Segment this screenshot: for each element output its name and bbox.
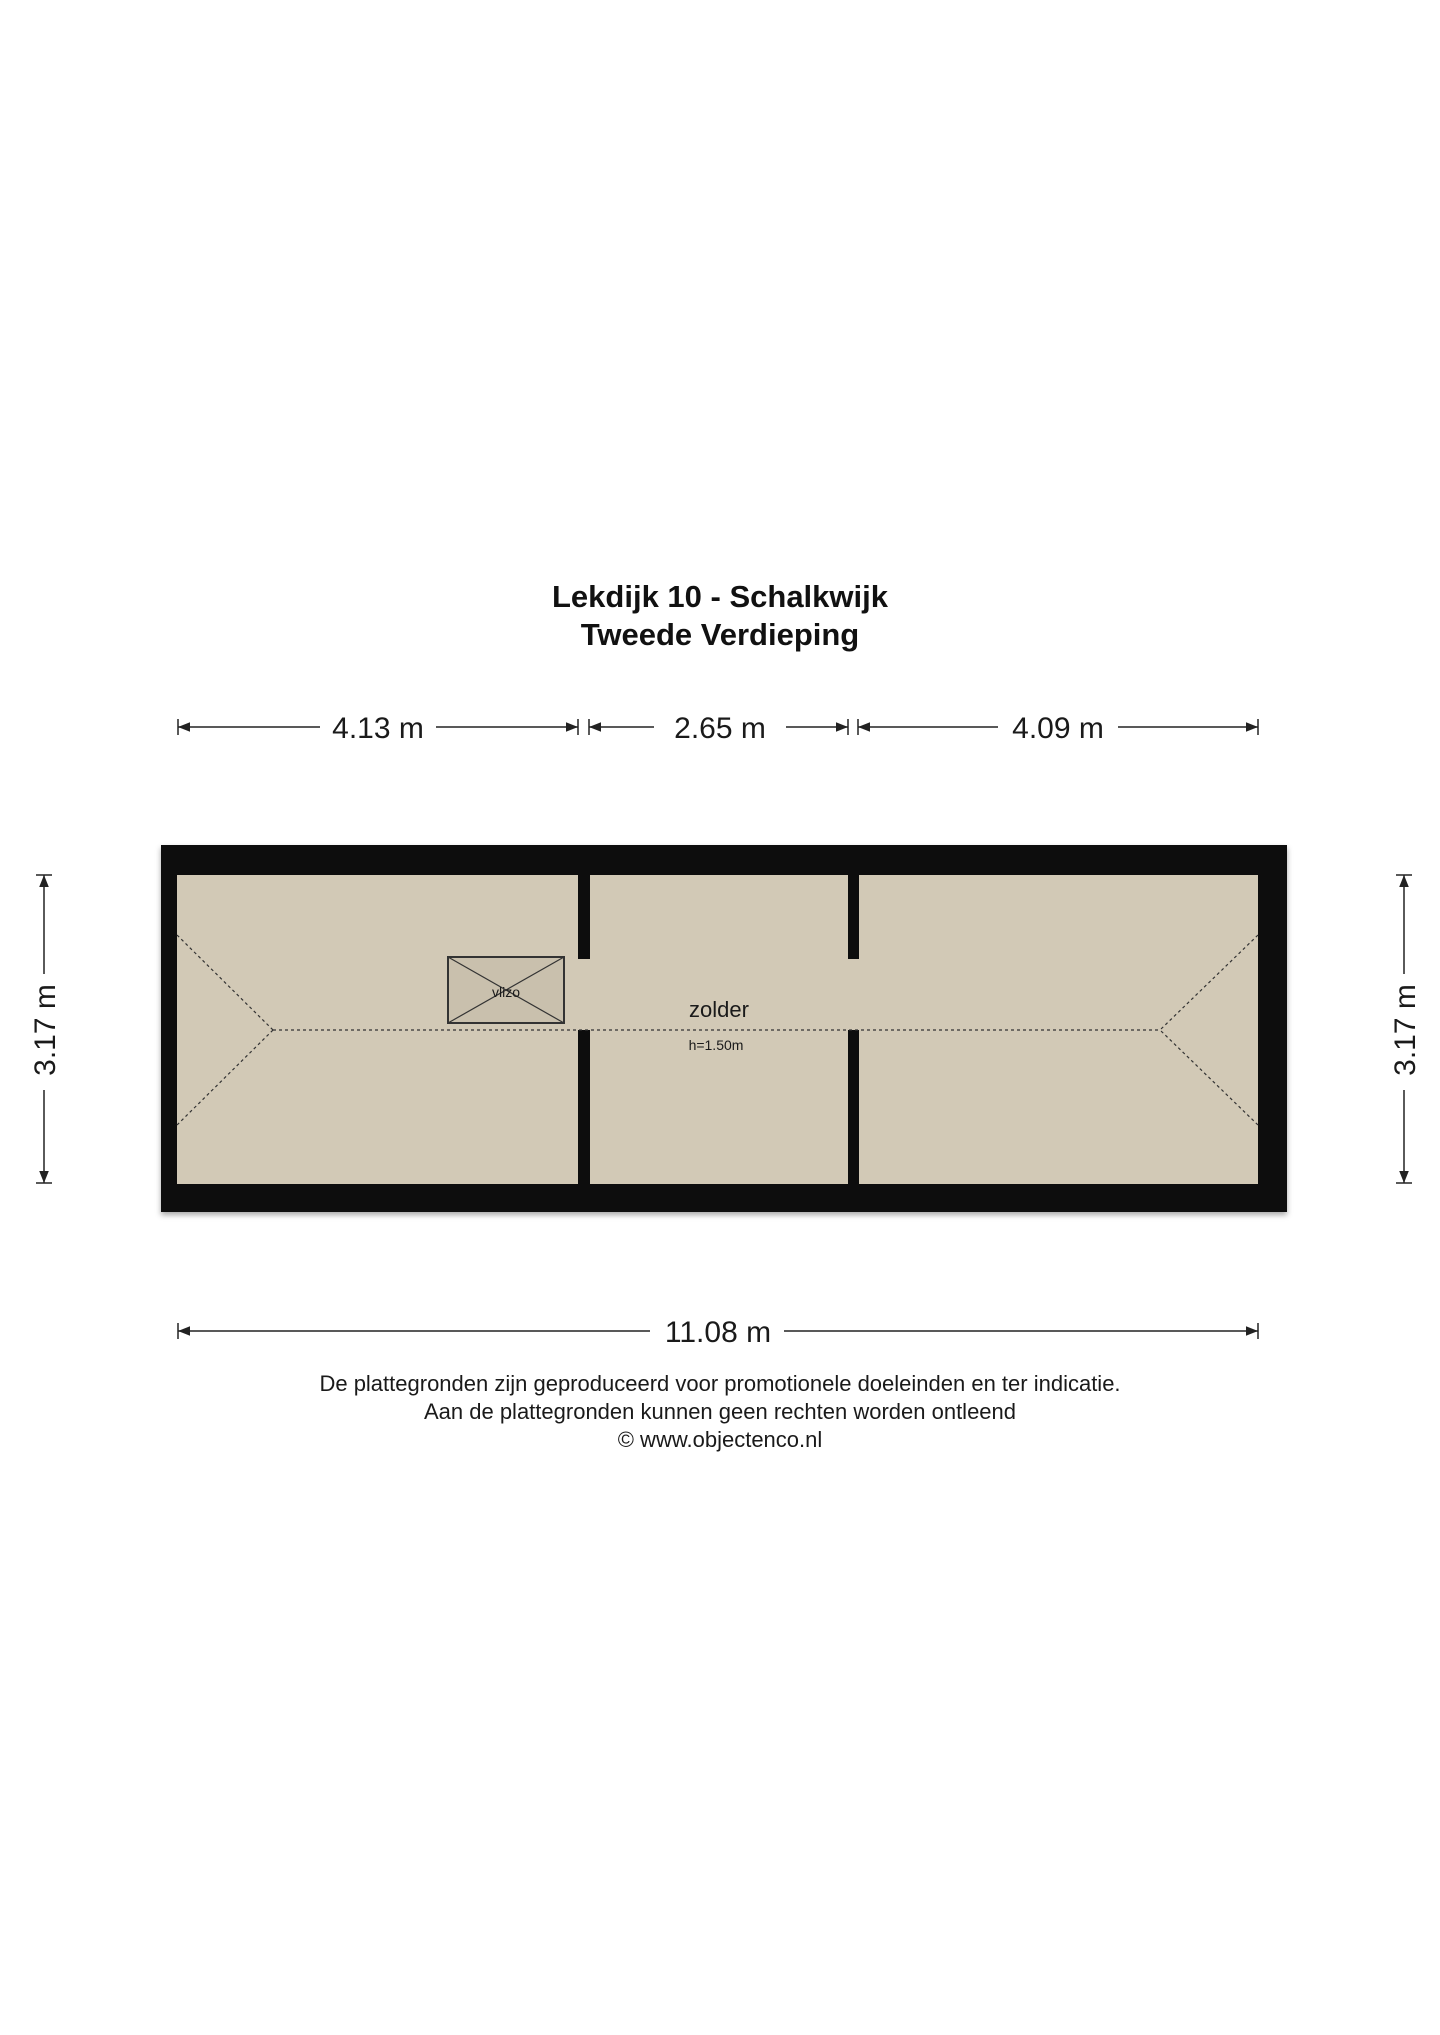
dimension-left-height: 3.17 m <box>29 984 62 1076</box>
partition-wall <box>848 875 859 959</box>
partition-wall <box>848 1030 859 1184</box>
bottom-dimension <box>178 1316 1258 1349</box>
top-dimensions <box>178 712 1258 745</box>
copyright-line: © www.objectenco.nl <box>617 1427 823 1452</box>
room-height: h=1.50m <box>688 1037 744 1053</box>
room-label: zolder <box>689 997 749 1022</box>
dimension-top-left: 4.13 m <box>332 712 424 745</box>
left-dimension <box>29 875 62 1183</box>
partition-wall <box>578 1030 590 1184</box>
dimension-top-middle: 2.65 m <box>674 712 766 745</box>
partition-wall <box>578 875 590 959</box>
floor-title: Tweede Verdieping <box>580 617 860 652</box>
dimension-bottom-total: 11.08 m <box>664 1316 772 1349</box>
address-title: Lekdijk 10 - Schalkwijk <box>552 579 888 614</box>
dimension-right-height: 3.17 m <box>1389 984 1422 1076</box>
disclaimer-line: Aan de plattegronden kunnen geen rechten worden ontleend <box>423 1399 1017 1424</box>
loft-hatch <box>448 957 564 1023</box>
right-dimension <box>1389 875 1422 1183</box>
hatch-label: vlizo <box>491 984 521 1000</box>
dimension-top-right: 4.09 m <box>1012 712 1104 745</box>
disclaimer <box>0 1370 1440 1454</box>
disclaimer-line: De plattegronden zijn geproduceerd voor promotionele doeleinden en ter indicatie. <box>319 1371 1121 1396</box>
